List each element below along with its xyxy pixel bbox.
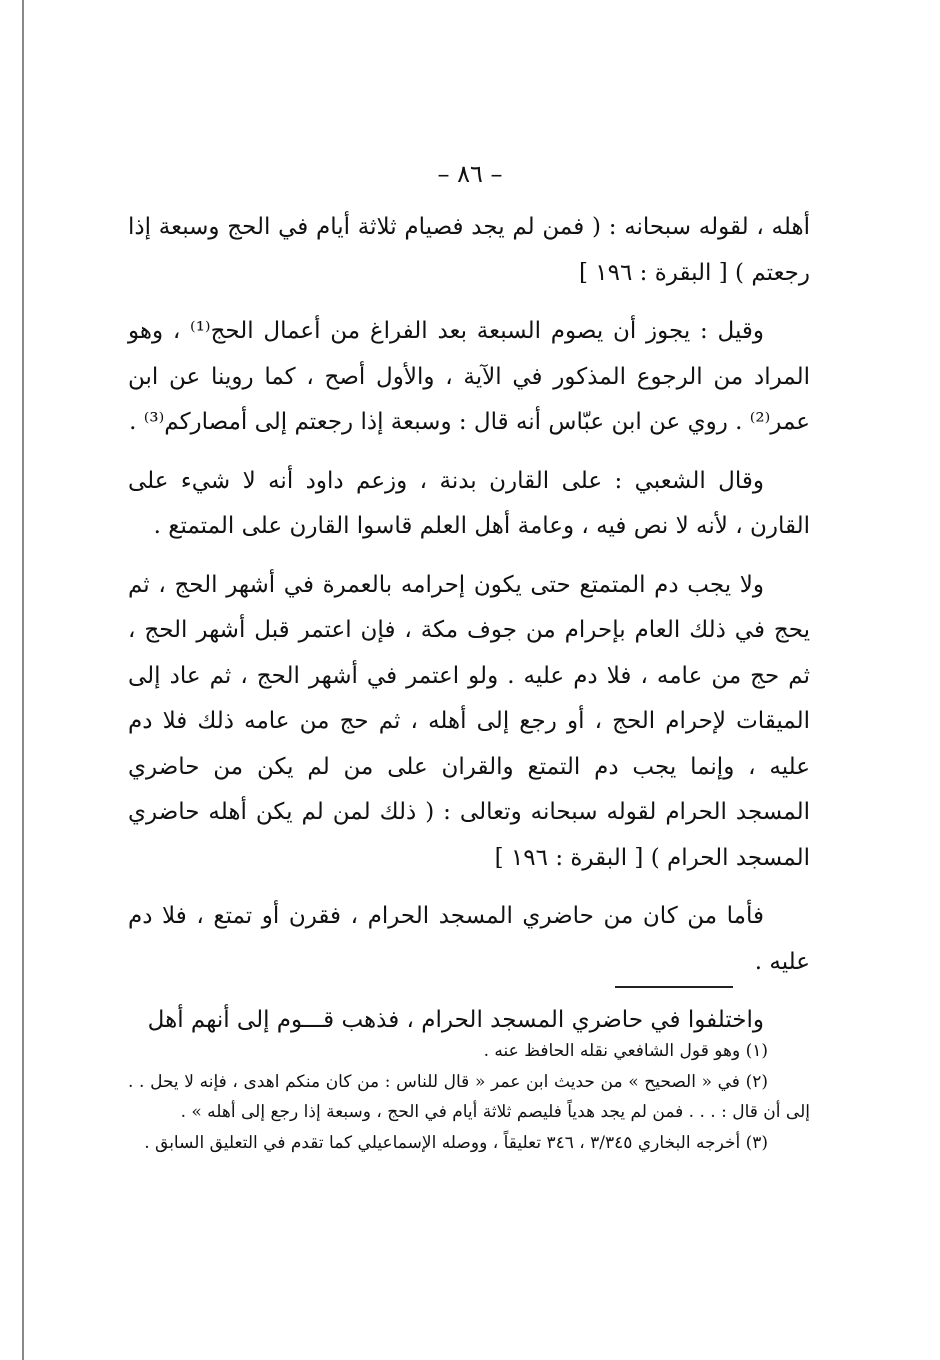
- paragraph-4: ولا يجب دم المتمتع حتى يكون إحرامه بالعمرة في أشهر الحج ، ثم يحج في ذلك العام بإحرام من جوف مكة ، فإن اعتمر قبل أشهر الحج ، ثم حج من عامه ، فلا دم عليه . ولو اعتمر في أشهر الحج ، ثم عاد إلى الميقات لإحرام الحج ، أو رجع إلى أهله ، ثم حج من عامه ذلك فلا دم عليه ، وإنما يجب دم التمتع والقران على من لم يكن من حاضري المسجد الحرام لقوله سبحانه وتعالى : ( ذلك لمن لم يكن أهله حاضري المسجد الحرام ) [ البقرة : ١٩٦ ]: [128, 571, 810, 871]
- footnotes: [128, 1036, 810, 1158]
- page-number: – ٨٦ –: [437, 160, 503, 188]
- footnote-3: (٣) أخرجه البخاري ٣/٣٤٥ ، ٣٤٦ تعليقاً ، ووصله الإسماعيلي كما تقدم في التعليق السابق .: [144, 1132, 768, 1153]
- paragraph-6: واختلفوا في حاضري المسجد الحرام ، فذهب قـــوم إلى أنهم أهل: [147, 1007, 764, 1033]
- main-text: [128, 205, 810, 1057]
- footnote-2: (٢) في « الصحيح » من حديث ابن عمر « قال للناس : من كان منكم اهدى ، فإنه لا يحل . . إلى أن قال : . . . فمن لم يجد هدياً فليصم ثلاثة أيام في الحج ، وسبعة إذا رجع إلى أهله » .: [128, 1071, 810, 1122]
- paragraph-5: فأما من كان من حاضري المسجد الحرام ، فقرن أو تمتع ، فلا دم عليه .: [128, 903, 810, 975]
- paragraph-2: وقيل : يجوز أن يصوم السبعة بعد الفراغ من أعمال الحج⁽¹⁾ ، وهو المراد من الرجوع المذكور في الآية ، والأول أصح ، كما روينا عن ابن عمر⁽²⁾ . روي عن ابن عبّاس أنه قال : وسبعة إذا رجعتم إلى أمصاركم⁽³⁾ .: [128, 318, 810, 435]
- paragraph-1: أهله ، لقوله سبحانه : ( فمن لم يجد فصيام ثلاثة أيام في الحج وسبعة إذا رجعتم ) [ البقرة : ١٩٦ ]: [128, 214, 810, 286]
- scan-edge-line: [22, 0, 24, 1360]
- paragraph-3: وقال الشعبي : على القارن بدنة ، وزعم داود أنه لا شيء على القارن ، لأنه لا نص فيه ، وعامة أهل العلم قاسوا القارن على المتمتع .: [128, 467, 810, 539]
- footnote-divider: [615, 986, 733, 988]
- footnote-1: (١) وهو قول الشافعي نقله الحافظ عنه .: [483, 1041, 768, 1061]
